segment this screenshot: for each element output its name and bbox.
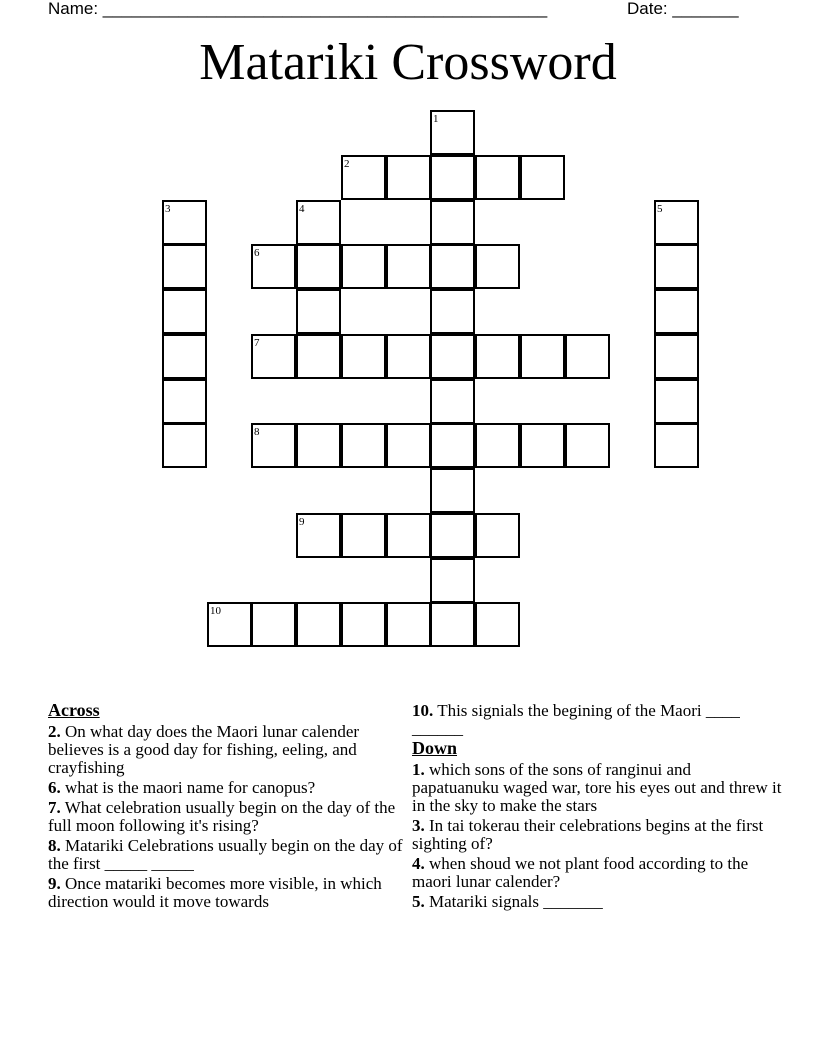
clue-text: which sons of the sons of ranginui and papatuanuku waged war, tore his eyes out and threw it in the sky to make the stars <box>412 760 782 815</box>
clue-number: 10. <box>412 701 434 720</box>
grid-cell[interactable] <box>296 602 341 647</box>
grid-cell[interactable] <box>430 155 475 200</box>
grid-cell[interactable] <box>430 110 475 155</box>
down-clue <box>412 855 782 891</box>
clue-number: 6. <box>48 778 61 797</box>
grid-cell[interactable] <box>565 334 610 379</box>
grid-cell[interactable] <box>386 155 431 200</box>
grid-cell[interactable] <box>430 513 475 558</box>
clue-text: Matariki Celebrations usually begin on the day of the first _____ _____ <box>48 836 403 873</box>
down-heading: Down <box>412 738 458 758</box>
clue-number: 5. <box>412 892 425 911</box>
clue-number: 8. <box>48 836 61 855</box>
grid-cell[interactable] <box>654 289 699 334</box>
grid-cell[interactable] <box>654 379 699 424</box>
grid-cell[interactable] <box>341 513 386 558</box>
clue-number-label: 7 <box>254 337 260 349</box>
clue-number-label: 4 <box>299 203 305 215</box>
grid-cell[interactable] <box>430 602 475 647</box>
down-clue <box>412 893 782 911</box>
grid-cell[interactable] <box>296 513 341 558</box>
clue-number-label: 1 <box>433 113 439 125</box>
clue-number-label: 10 <box>210 605 221 617</box>
down-clue <box>412 817 782 853</box>
clue-number: 3. <box>412 816 425 835</box>
clue-number-label: 8 <box>254 426 260 438</box>
across-clue <box>48 723 408 777</box>
clue-number: 2. <box>48 722 61 741</box>
grid-cell[interactable] <box>162 289 207 334</box>
clue-text: This signials the begining of the Maori ____ ______ <box>412 701 740 738</box>
grid-cell[interactable] <box>475 244 520 289</box>
grid-cell[interactable] <box>386 513 431 558</box>
clue-number-label: 9 <box>299 516 305 528</box>
clue-number-label: 3 <box>165 203 171 215</box>
grid-cell[interactable] <box>430 244 475 289</box>
clue-text: Matariki signals _______ <box>429 892 603 911</box>
name-field-label: Name: _______________________________________________ <box>48 0 548 18</box>
clue-text: what is the maori name for canopus? <box>65 778 316 797</box>
clue-number: 4. <box>412 854 425 873</box>
grid-cell[interactable] <box>296 423 341 468</box>
grid-cell[interactable] <box>386 602 431 647</box>
grid-cell[interactable] <box>386 334 431 379</box>
grid-cell[interactable] <box>162 244 207 289</box>
grid-cell[interactable] <box>654 200 699 245</box>
clues-column-right <box>412 700 782 911</box>
clue-text: On what day does the Maori lunar calender believes is a good day for fishing, eeling, and crayfishing <box>48 722 360 777</box>
grid-cell[interactable] <box>162 334 207 379</box>
down-clue <box>412 761 782 815</box>
grid-cell[interactable] <box>162 200 207 245</box>
grid-cell[interactable] <box>386 423 431 468</box>
across-heading: Across <box>48 700 100 720</box>
grid-cell[interactable] <box>296 200 341 245</box>
grid-cell[interactable] <box>341 244 386 289</box>
grid-cell[interactable] <box>296 289 341 334</box>
grid-cell[interactable] <box>296 244 341 289</box>
grid-cell[interactable] <box>520 155 565 200</box>
grid-cell[interactable] <box>520 334 565 379</box>
clue-text: In tai tokerau their celebrations begins at the first sighting of? <box>412 816 764 853</box>
grid-cell[interactable] <box>341 423 386 468</box>
grid-cell[interactable] <box>475 602 520 647</box>
grid-cell[interactable] <box>251 423 296 468</box>
across-clue <box>48 779 408 797</box>
grid-cell[interactable] <box>430 558 475 603</box>
clue-number: 7. <box>48 798 61 817</box>
grid-cell[interactable] <box>162 379 207 424</box>
grid-cell[interactable] <box>430 334 475 379</box>
grid-cell[interactable] <box>296 334 341 379</box>
grid-cell[interactable] <box>430 289 475 334</box>
clue-number-label: 2 <box>344 158 350 170</box>
grid-cell[interactable] <box>430 200 475 245</box>
grid-cell[interactable] <box>654 334 699 379</box>
grid-cell[interactable] <box>251 334 296 379</box>
clue-number: 9. <box>48 874 61 893</box>
grid-cell[interactable] <box>341 334 386 379</box>
clue-number-label: 6 <box>254 247 260 259</box>
grid-cell[interactable] <box>430 468 475 513</box>
clue-text: What celebration usually begin on the day of the full moon following it's rising? <box>48 798 396 835</box>
grid-cell[interactable] <box>162 423 207 468</box>
grid-cell[interactable] <box>475 423 520 468</box>
clue-number: 1. <box>412 760 425 779</box>
across-clue <box>412 702 782 738</box>
clue-number-label: 5 <box>657 203 663 215</box>
grid-cell[interactable] <box>251 602 296 647</box>
grid-cell[interactable] <box>430 423 475 468</box>
grid-cell[interactable] <box>341 155 386 200</box>
grid-cell[interactable] <box>475 155 520 200</box>
grid-cell[interactable] <box>520 423 565 468</box>
page-title: Matariki Crossword <box>199 34 617 91</box>
grid-cell[interactable] <box>386 244 431 289</box>
date-field-label: Date: _______ <box>627 0 739 18</box>
grid-cell[interactable] <box>565 423 610 468</box>
grid-cell[interactable] <box>654 423 699 468</box>
grid-cell[interactable] <box>207 602 252 647</box>
grid-cell[interactable] <box>341 602 386 647</box>
grid-cell[interactable] <box>654 244 699 289</box>
grid-cell[interactable] <box>475 334 520 379</box>
clue-text: Once matariki becomes more visible, in which direction would it move towards <box>48 874 382 911</box>
clues-column-left <box>48 700 408 911</box>
across-clue <box>48 837 408 873</box>
grid-cell[interactable] <box>251 244 296 289</box>
across-clue <box>48 875 408 911</box>
grid-cell[interactable] <box>430 379 475 424</box>
across-clue <box>48 799 408 835</box>
clue-text: when shoud we not plant food according to the maori lunar calender? <box>412 854 749 891</box>
grid-cell[interactable] <box>475 513 520 558</box>
